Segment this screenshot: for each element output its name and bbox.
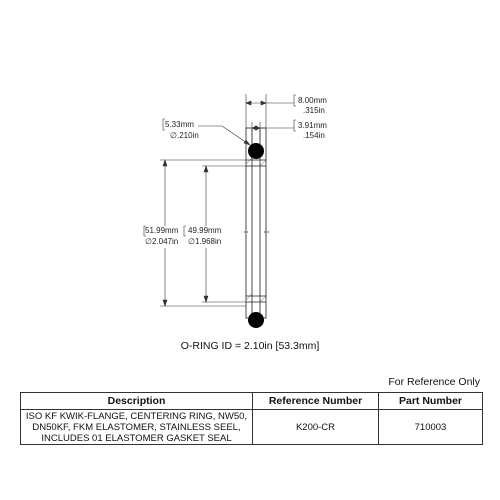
overall-width-in: .315in <box>303 106 325 115</box>
ring-hatching <box>246 158 266 302</box>
table-row <box>21 410 483 445</box>
groove-width-mm: 3.91mm <box>298 121 327 130</box>
spec-table <box>20 392 483 445</box>
inner-diameter-mm: 49.99mm <box>188 226 222 235</box>
o-ring-bottom-section <box>248 312 264 328</box>
header-description: Description <box>21 393 253 410</box>
table-header-row <box>21 393 483 410</box>
cross-section-leader <box>198 126 250 145</box>
reference-number-cell: K200-CR <box>253 410 379 445</box>
cross-section-mm: 5.33mm <box>165 120 194 129</box>
overall-width-dimension <box>246 94 294 128</box>
outer-diameter-mm: 51.99mm <box>145 226 179 235</box>
inner-diameter-in: ∅1.968in <box>188 237 222 246</box>
o-ring-id-note: O-RING ID = 2.10in [53.3mm] <box>180 340 320 352</box>
description-cell: ISO KF KWIK-FLANGE, CENTERING RING, NW50, DN50KF, FKM ELASTOMER, STAINLESS SEEL, INCLUDES 01 ELASTOMER GASKET SEAL <box>21 410 253 445</box>
overall-width-mm: 8.00mm <box>298 96 327 105</box>
header-reference-number: Reference Number <box>253 393 379 410</box>
cross-section-in: ∅.210in <box>170 131 199 140</box>
groove-width-in: .154in <box>303 131 325 140</box>
header-part-number: Part Number <box>379 393 483 410</box>
outer-diameter-in: ∅2.047in <box>145 237 179 246</box>
part-number-cell: 710003 <box>379 410 483 445</box>
reference-note: For Reference Only <box>388 376 480 388</box>
groove-width-dimension <box>252 122 294 140</box>
